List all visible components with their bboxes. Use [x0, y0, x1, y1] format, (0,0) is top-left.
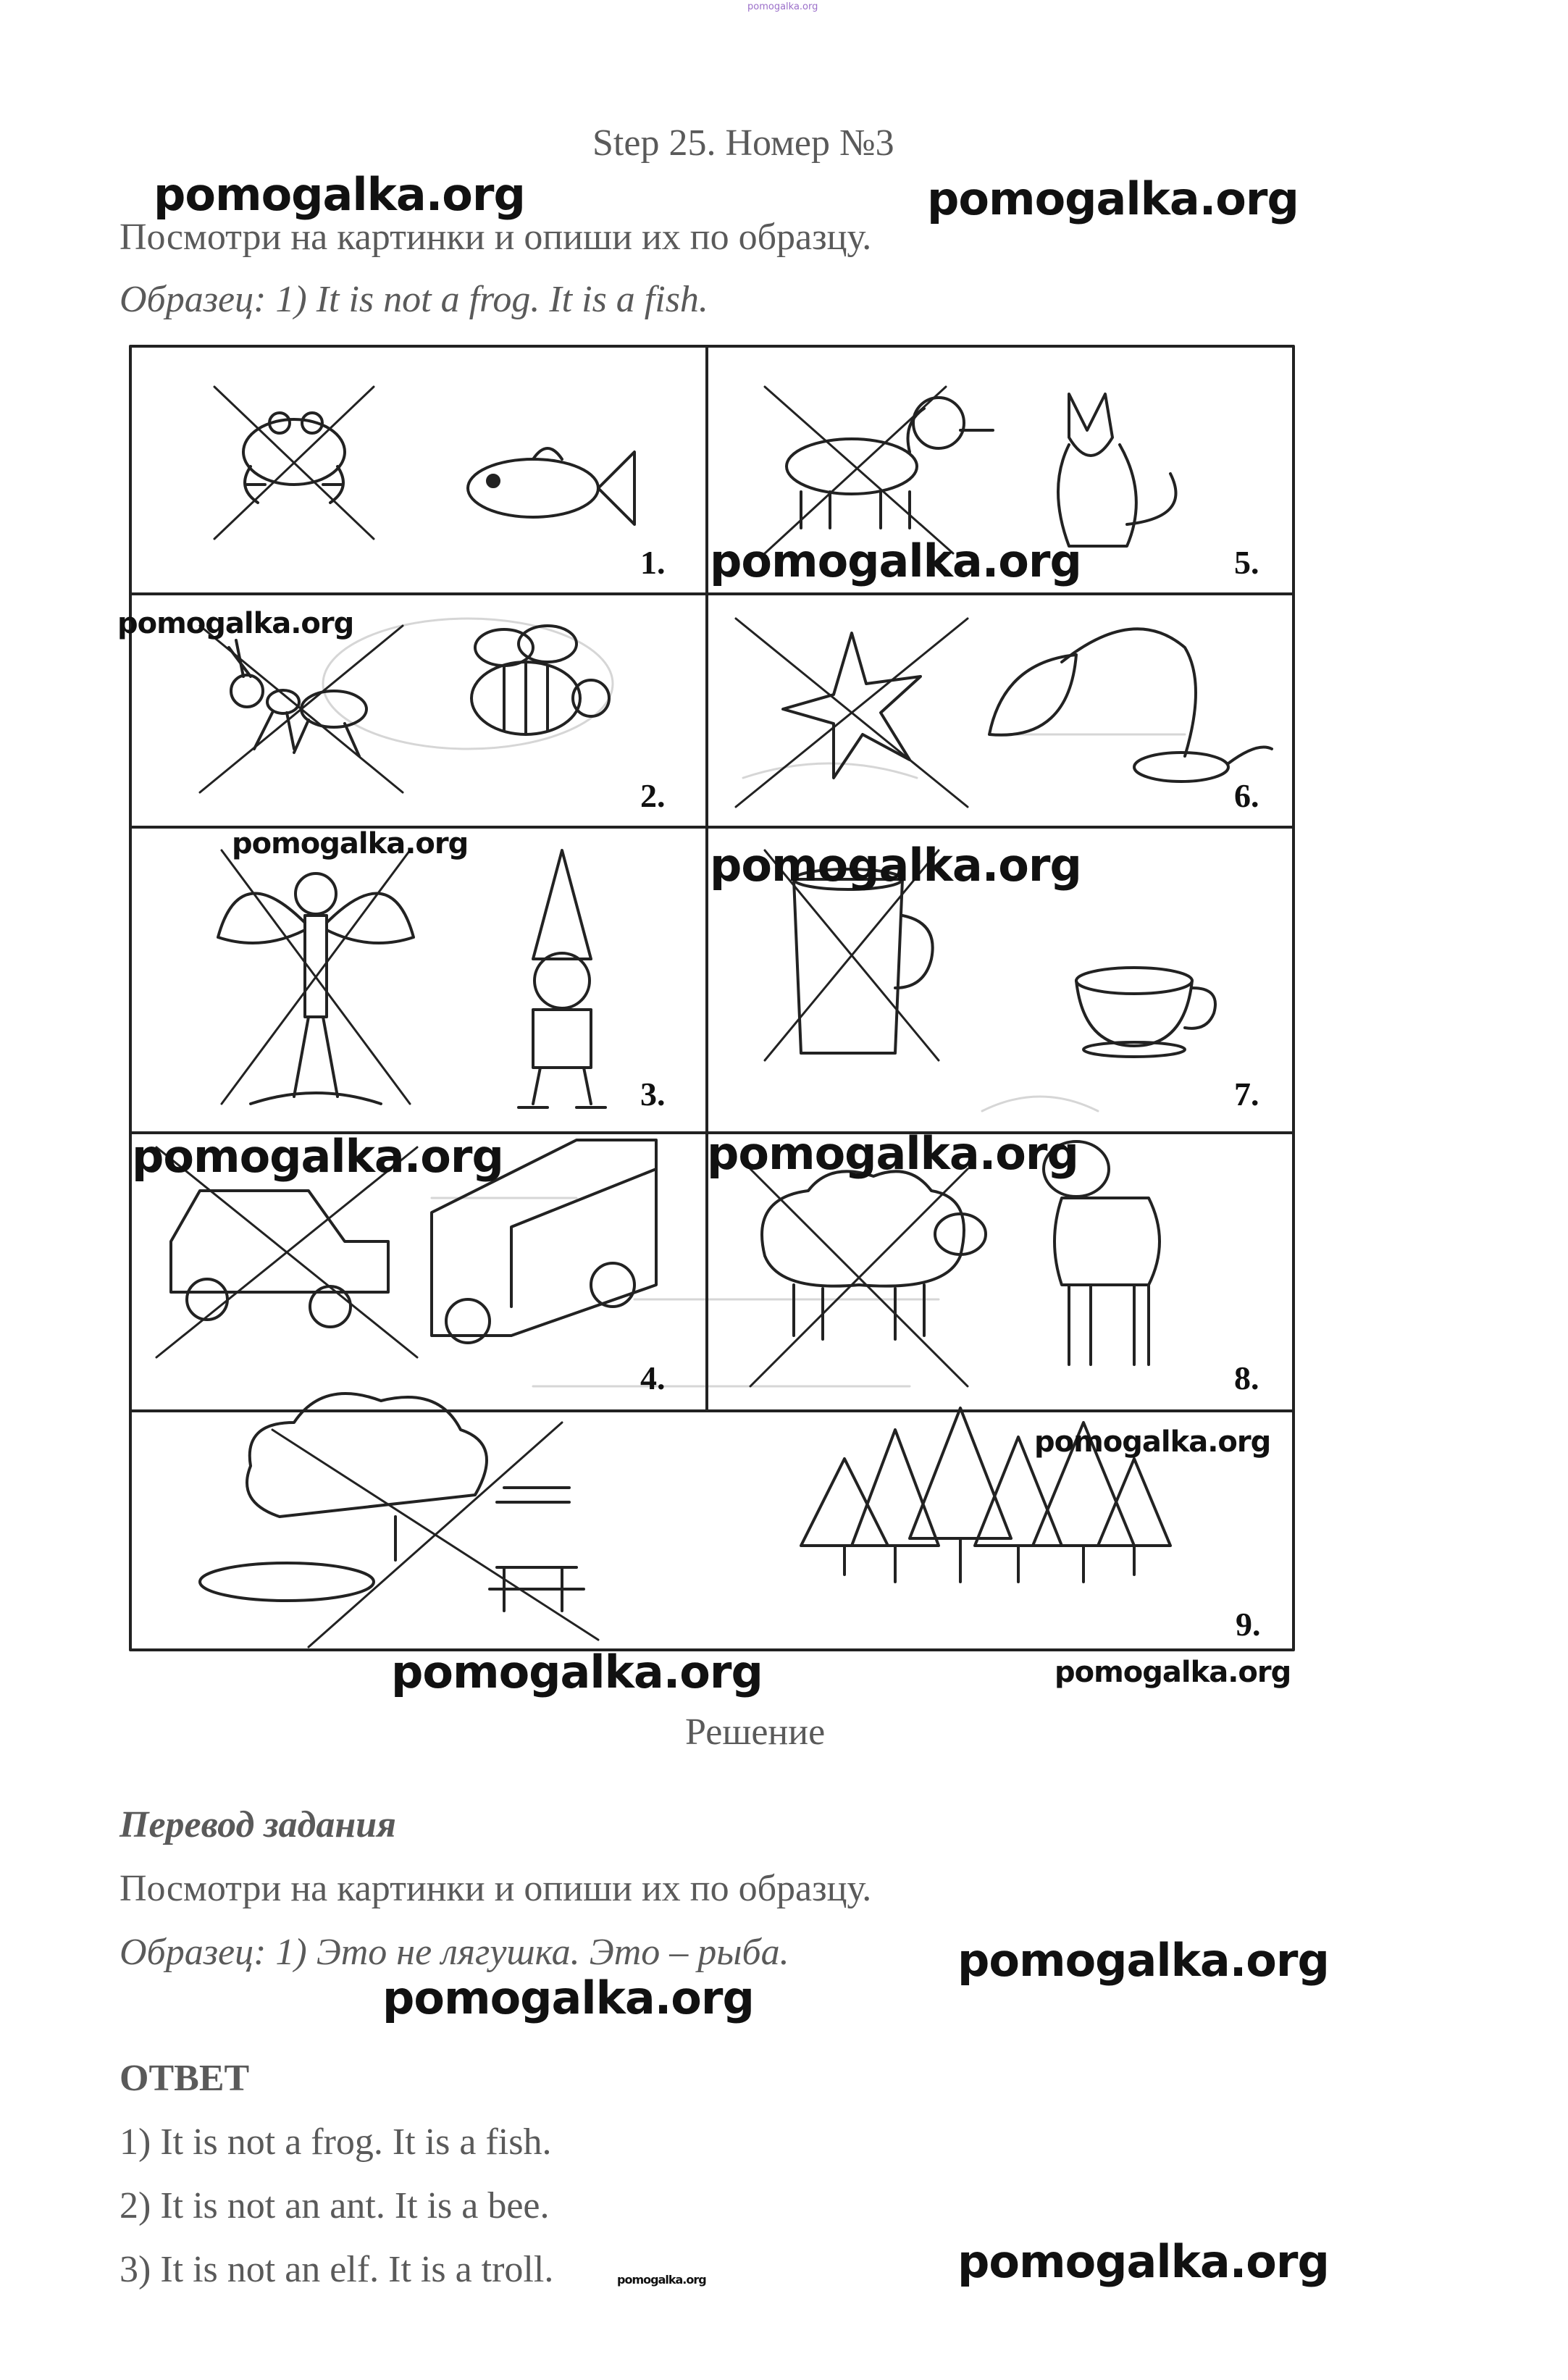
fox-icon: [1058, 394, 1176, 546]
cross-mark: [736, 619, 968, 807]
background-faint-text: [323, 619, 1185, 1386]
ant-icon: [229, 640, 366, 756]
watermark: pomogalka.org: [382, 1972, 754, 2024]
cross-mark: [222, 850, 410, 1104]
solution-label: Решение: [685, 1711, 826, 1753]
frog-icon: [243, 413, 345, 503]
answer-heading: ОТВЕТ: [120, 2058, 250, 2099]
watermark: pomogalka.org: [710, 535, 1081, 587]
teacup-icon: [1076, 968, 1215, 1057]
dog-icon: [787, 398, 993, 528]
sheep-icon: [762, 1171, 986, 1339]
watermark: pomogalka.org: [957, 1934, 1329, 1987]
watermark: pomogalka.org: [927, 172, 1299, 225]
cross-mark: [200, 626, 403, 792]
cell-number: 8.: [1234, 1359, 1259, 1396]
watermark: pomogalka.org: [710, 839, 1081, 892]
cell-number: 5.: [1234, 544, 1259, 581]
bee-icon: [471, 626, 609, 734]
watermark: pomogalka.org: [1034, 1425, 1271, 1459]
answer-line: 1) It is not a frog. It is a fish.: [120, 2121, 552, 2163]
cross-mark: [272, 1422, 598, 1647]
task-instruction: Посмотри на картинки и опиши их по образцу.: [120, 217, 872, 258]
star-icon: [783, 633, 921, 778]
watermark: pomogalka.org: [1055, 1656, 1291, 1689]
troll-icon: [519, 850, 605, 1107]
mug-icon: [794, 869, 933, 1053]
translation-heading: Перевод задания: [120, 1804, 396, 1845]
task-example: Образец: 1) It is not a frog. It is a fish.: [120, 279, 708, 320]
cell-number: 3.: [640, 1076, 666, 1113]
page-title: Step 25. Номер №3: [592, 122, 894, 164]
watermark: pomogalka.org: [154, 168, 525, 221]
top-watermark: pomogalka.org: [747, 1, 818, 12]
cross-mark: [214, 387, 374, 539]
cell-number: 7.: [1234, 1076, 1259, 1113]
lamp-icon: [989, 629, 1272, 782]
answer-line: 2) It is not an ant. It is a bee.: [120, 2185, 550, 2226]
translation-instruction: Посмотри на картинки и опиши их по образцу.: [120, 1868, 872, 1909]
park-icon: [200, 1394, 584, 1611]
watermark: pomogalka.org: [132, 1130, 503, 1183]
watermark: pomogalka.org: [707, 1127, 1078, 1180]
cell-number: 2.: [640, 777, 666, 814]
cell-number: 6.: [1234, 777, 1259, 814]
cross-mark: [765, 387, 953, 553]
cell-number: 4.: [640, 1359, 666, 1396]
answer-line: 3) It is not an elf. It is a troll.: [120, 2249, 554, 2290]
cell-number: 1.: [640, 544, 666, 581]
translation-example: Образец: 1) Это не лягушка. Это – рыба.: [120, 1932, 789, 1973]
watermark: pomogalka.org: [117, 607, 354, 640]
watermark: pomogalka.org: [957, 2235, 1329, 2288]
cell-number: 9.: [1236, 1606, 1261, 1643]
watermark-small: pomogalka.org: [617, 2273, 706, 2287]
watermark: pomogalka.org: [391, 1646, 763, 1698]
fish-icon: [468, 448, 634, 524]
watermark: pomogalka.org: [232, 827, 469, 860]
